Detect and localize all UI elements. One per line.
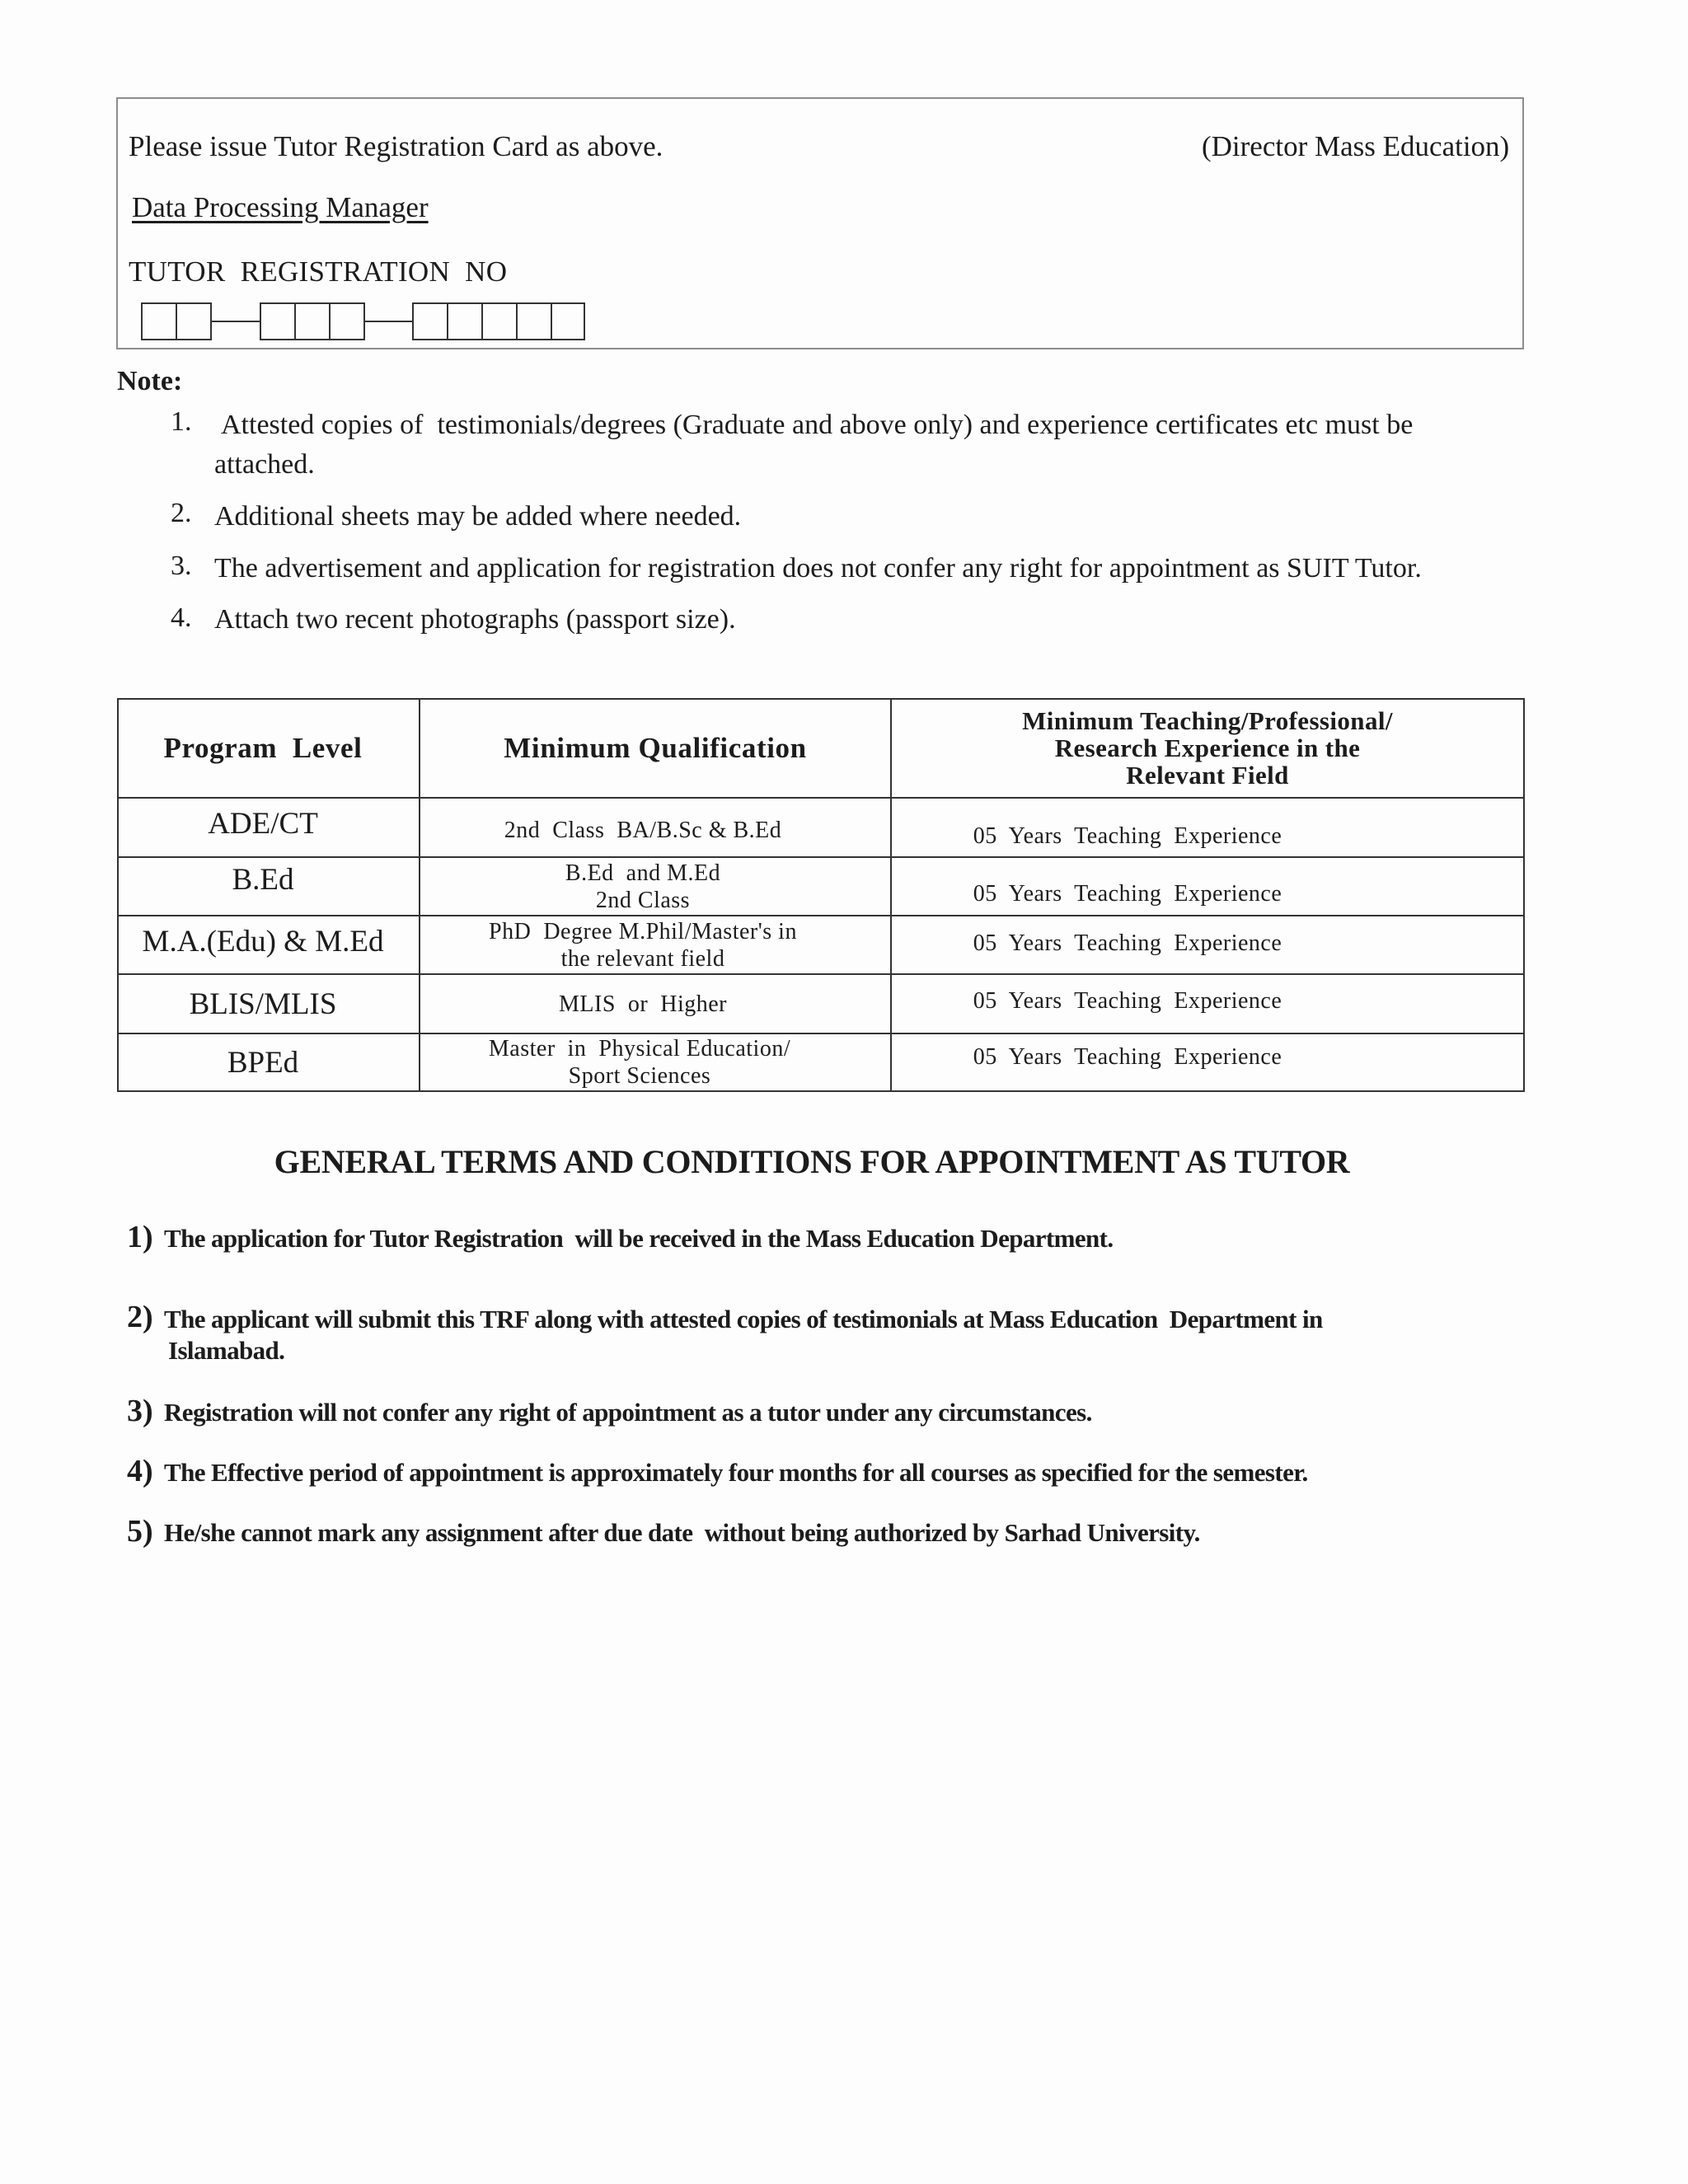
term-text-continued: Islamabad. — [168, 1336, 285, 1365]
qualification-line: 2nd Class — [595, 888, 691, 913]
reg-digit-box[interactable] — [176, 302, 212, 340]
reg-digit-box[interactable] — [447, 302, 483, 340]
cell-experience: 05 Years Teaching Experience — [973, 930, 1282, 956]
note-text: Additional sheets may be added where needed. — [214, 501, 742, 532]
qualification-line: B.Ed and M.Ed — [565, 860, 721, 886]
reg-digit-box[interactable] — [481, 302, 518, 340]
term-number: 4) — [127, 1454, 153, 1488]
note-number: 3. — [171, 551, 192, 581]
reg-digit-box[interactable] — [329, 302, 365, 340]
registration-number-label: TUTOR REGISTRATION NO — [129, 255, 508, 288]
reg-separator — [365, 321, 413, 322]
qualification-line: Sport Sciences — [568, 1063, 711, 1089]
note-text: Attach two recent photographs (passport size). — [214, 604, 736, 635]
term-text: The application for Tutor Registration will be received in the Mass Education Department. — [164, 1224, 1114, 1253]
term-number: 3) — [127, 1394, 153, 1428]
cell-experience: 05 Years Teaching Experience — [973, 1044, 1282, 1070]
term-number: 1) — [127, 1220, 153, 1254]
header-experience-line: Minimum Teaching/Professional/ — [1022, 705, 1393, 735]
cell-qualification — [420, 860, 865, 914]
cell-experience: 05 Years Teaching Experience — [973, 823, 1282, 849]
term-number: 5) — [127, 1514, 153, 1549]
note-text-continued: attached. — [214, 449, 315, 480]
cell-qualification — [420, 918, 865, 972]
reg-separator — [212, 321, 260, 322]
reg-digit-box[interactable] — [260, 302, 296, 340]
qualification-line: Master in Physical Education/ — [488, 1036, 791, 1062]
note-number: 2. — [171, 498, 192, 528]
cell-qualification: MLIS or Higher — [559, 991, 727, 1017]
header-minimum-qualification: Minimum Qualification — [504, 732, 807, 764]
reg-digit-box[interactable] — [516, 302, 552, 340]
term-text: The applicant will submit this TRF along with attested copies of testimonials at Mass Education Department in — [164, 1305, 1323, 1333]
header-minimum-experience — [892, 705, 1523, 790]
header-experience-line: Research Experience in the — [1054, 733, 1361, 762]
cell-experience: 05 Years Teaching Experience — [973, 988, 1282, 1014]
cell-experience: 05 Years Teaching Experience — [973, 881, 1282, 907]
note-number: 4. — [171, 602, 192, 633]
data-processing-manager-label: Data Processing Manager — [132, 191, 429, 223]
cell-program-level: M.A.(Edu) & M.Ed — [142, 924, 384, 958]
reg-digit-box[interactable] — [294, 302, 331, 340]
qualification-table — [117, 698, 1525, 1092]
header-experience-line: Relevant Field — [1126, 760, 1289, 790]
reg-digit-box[interactable] — [141, 302, 177, 340]
note-text: The advertisement and application for registration does not confer any right for appointment as SUIT Tutor. — [214, 553, 1422, 583]
cell-qualification — [420, 1034, 859, 1090]
cell-program-level: ADE/CT — [208, 806, 318, 841]
issue-card-text: Please issue Tutor Registration Card as above. — [129, 130, 663, 162]
cell-program-level: BPEd — [227, 1045, 299, 1080]
cell-program-level: BLIS/MLIS — [189, 987, 337, 1021]
terms-title: GENERAL TERMS AND CONDITIONS FOR APPOINTMENT AS TUTOR — [274, 1143, 1350, 1180]
header-program-level: Program Level — [163, 732, 363, 764]
qualification-line: PhD Degree M.Phil/Master's in — [489, 919, 797, 944]
note-title: Note: — [117, 366, 183, 396]
term-text: The Effective period of appointment is approximately four months for all courses as specified for the semester. — [164, 1458, 1308, 1487]
director-signature-label: (Director Mass Education) — [1202, 130, 1510, 162]
qualification-line: the relevant field — [560, 946, 725, 972]
term-text: He/she cannot mark any assignment after due date without being authorized by Sarhad University. — [164, 1518, 1200, 1547]
note-number: 1. — [171, 406, 192, 437]
cell-program-level: B.Ed — [232, 862, 294, 897]
reg-digit-box[interactable] — [551, 302, 585, 340]
term-number: 2) — [127, 1300, 153, 1334]
term-text: Registration will not confer any right of appointment as a tutor under any circumstances. — [164, 1398, 1092, 1427]
cell-qualification: 2nd Class BA/B.Sc & B.Ed — [504, 817, 782, 843]
note-text: Attested copies of testimonials/degrees (Graduate and above only) and experience certificates etc must be — [221, 410, 1414, 440]
reg-digit-box[interactable] — [412, 302, 448, 340]
